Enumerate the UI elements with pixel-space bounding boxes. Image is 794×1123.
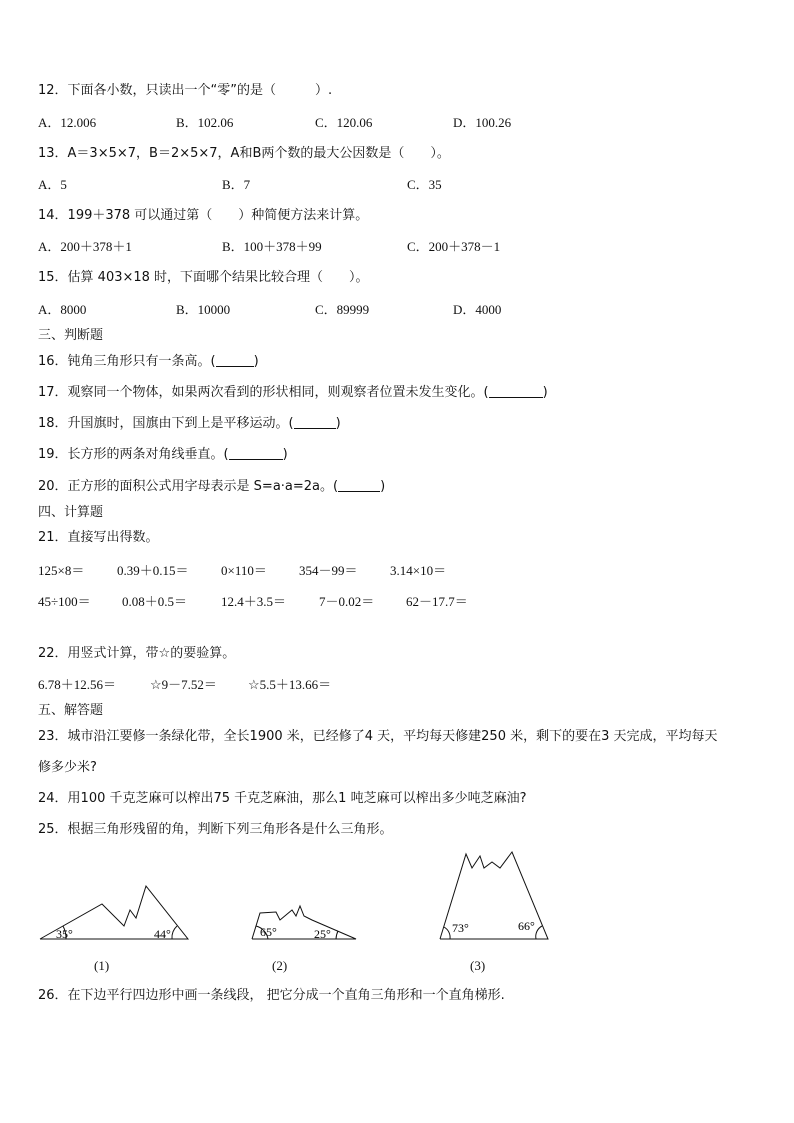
q13-option-a: A．5	[38, 177, 67, 192]
angle-label: 66°	[518, 919, 535, 933]
triangle-figure-1	[36, 882, 192, 944]
q14-option-c: C．200＋378－1	[407, 239, 501, 254]
question-12-stem: 12．下面各小数，只读出一个“零”的是（ ）.	[38, 83, 333, 98]
section-heading-judgement: 三、判断题	[38, 328, 104, 343]
calc-item: 0.08＋0.5＝	[122, 594, 188, 609]
calc-item: 45÷100＝	[38, 594, 91, 609]
question-13-stem: 13．A＝3×5×7，B＝2×5×7，A和B两个数的最大公因数是（ ）。	[38, 146, 450, 161]
question-25-stem: 25．根据三角形残留的角，判断下列三角形各是什么三角形。	[38, 822, 393, 837]
answer-blank[interactable]	[489, 385, 543, 398]
question-16: 16．钝角三角形只有一条高。( )	[38, 354, 259, 369]
q15-option-b: B．10000	[176, 302, 231, 317]
q15-option-a: A．8000	[38, 302, 87, 317]
figure-caption: (2)	[272, 958, 288, 973]
q13-option-b: B．7	[222, 177, 251, 192]
figure-caption: (3)	[470, 958, 486, 973]
question-23-line-1: 23．城市沿江要修一条绿化带，全长1900 米，已经修了4 天，平均每天修建250 米，剩下的要在3 天完成，平均每天	[38, 729, 718, 744]
vertical-calc-item: ☆9－7.52＝	[150, 677, 217, 692]
question-19: 19．长方形的两条对角线垂直。( )	[38, 447, 288, 462]
question-22-stem: 22．用竖式计算，带☆的要验算。	[38, 646, 236, 661]
calc-item: 7－0.02＝	[319, 594, 375, 609]
triangle-figure-2	[248, 900, 360, 944]
q12-option-b: B．102.06	[176, 115, 234, 130]
triangle-figure-3	[436, 848, 552, 944]
q12-option-a: A．12.006	[38, 115, 97, 130]
calc-item: 3.14×10＝	[390, 563, 447, 578]
angle-label: 25°	[314, 927, 331, 941]
answer-blank[interactable]	[216, 354, 254, 367]
section-heading-word-problems: 五、解答题	[38, 703, 104, 718]
answer-blank[interactable]	[338, 479, 380, 492]
question-21-stem: 21．直接写出得数。	[38, 530, 159, 545]
question-24: 24．用100 千克芝麻可以榨出75 千克芝麻油，那么1 吨芝麻可以榨出多少吨芝麻油?	[38, 791, 527, 806]
vertical-calc-item: ☆5.5＋13.66＝	[248, 677, 332, 692]
q13-option-c: C．35	[407, 177, 442, 192]
calc-item: 62－17.7＝	[406, 594, 468, 609]
question-14-stem: 14．199＋378 可以通过第（ ）种简便方法来计算。	[38, 208, 369, 223]
calc-item: 0.39＋0.15＝	[117, 563, 189, 578]
calc-item: 354－99＝	[299, 563, 358, 578]
angle-label: 73°	[452, 921, 469, 935]
q14-option-a: A．200＋378＋1	[38, 239, 132, 254]
angle-label: 65°	[260, 925, 277, 939]
figure-caption: (1)	[94, 958, 110, 973]
angle-label: 35°	[56, 927, 73, 941]
section-heading-calculation: 四、计算题	[38, 505, 104, 520]
calc-item: 125×8＝	[38, 563, 85, 578]
answer-blank[interactable]	[294, 416, 336, 429]
question-26: 26．在下边平行四边形中画一条线段， 把它分成一个直角三角形和一个直角梯形.	[38, 988, 505, 1003]
question-23-line-2: 修多少米?	[38, 760, 97, 775]
question-17: 17．观察同一个物体，如果两次看到的形状相同，则观察者位置未发生变化。( )	[38, 385, 548, 400]
question-18: 18．升国旗时，国旗由下到上是平移运动。( )	[38, 416, 341, 431]
question-15-stem: 15．估算 403×18 时，下面哪个结果比较合理（ ）。	[38, 270, 369, 285]
q12-option-d: D．100.26	[453, 115, 512, 130]
calc-item: 0×110＝	[221, 563, 267, 578]
vertical-calc-item: 6.78＋12.56＝	[38, 677, 117, 692]
angle-label: 44°	[154, 927, 171, 941]
question-20: 20．正方形的面积公式用字母表示是 S=a·a=2a。( )	[38, 479, 386, 494]
q14-option-b: B．100＋378＋99	[222, 239, 322, 254]
q15-option-d: D．4000	[453, 302, 502, 317]
calc-item: 12.4＋3.5＝	[221, 594, 287, 609]
q15-option-c: C．89999	[315, 302, 370, 317]
q12-option-c: C．120.06	[315, 115, 373, 130]
answer-blank[interactable]	[229, 447, 283, 460]
